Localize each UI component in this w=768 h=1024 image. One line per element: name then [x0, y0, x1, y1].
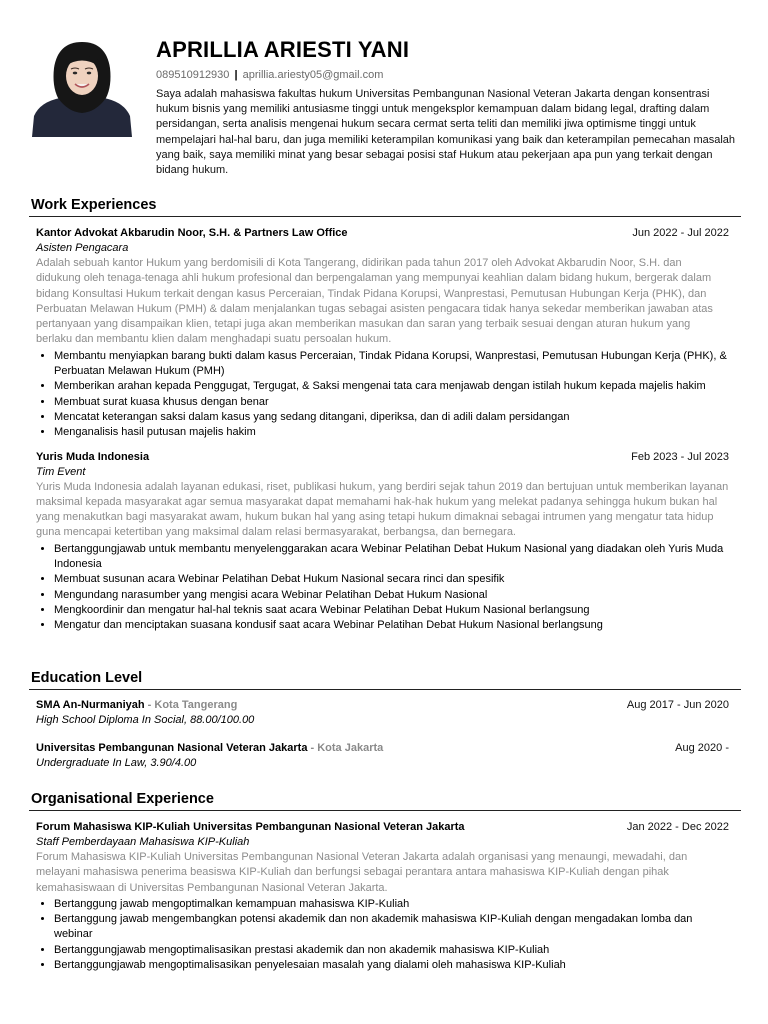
- entry-header: [36, 741, 729, 756]
- school-location: - Kota Tangerang: [144, 699, 238, 711]
- section-title: Organisational Experience: [31, 791, 214, 807]
- list-item: • Mencatat keterangan saksi dalam kasus yang sedang ditangani, diperiksa, dan di adili dalam persidangan: [54, 410, 729, 425]
- profile-summary: Saya adalah mahasiswa fakultas hukum Universitas Pembangunan Nasional Veteran Jakarta dengan konsentrasi hukum bisnis yang memiliki antusiasme tinggi untuk mengeksplor kemampuan dalam bidang legal, drafting dalam persidangan, serta analisis mengenai hukum secara cermat serta teliti dan memiliki jiwa optimisme tinggi untuk mempelajari hal-hal baru, dan juga memiliki keterampilan komunikasi yang baik dan keterampilan pemecahan masalah yang baik, saya memiliki minat yang besar sebagai posisi staf Hukum atau pekerjaan apa pun yang terkait dengan bidang hukum.: [156, 88, 736, 177]
- email-address[interactable]: aprillia.ariesty05@gmail.com: [242, 69, 384, 81]
- contact-separator: |: [234, 69, 238, 81]
- responsibility-list: [36, 542, 729, 634]
- section-divider: [29, 689, 741, 690]
- list-item: • Bertanggungjawab untuk membantu menyelenggarakan acara Webinar Pelatihan Debat Hukum Nasional yang diadakan oleh Yuris Muda Indonesia: [54, 542, 729, 573]
- entry-header: [36, 698, 729, 713]
- responsibility-list: [36, 897, 729, 973]
- list-item: • Bertanggungjawab mengoptimalisasikan prestasi akademik dan non akademik mahasiswa KIP-Kuliah: [54, 943, 729, 958]
- entry-description: Forum Mahasiswa KIP-Kuliah Universitas Pembangunan Nasional Veteran Jakarta adalah organisasi yang menaungi, mewadahi, dan melayani mahasiswa penerima beasiswa KIP-Kuliah dan berfungsi sebagai perantara antara mahasiswa KIP-Kuliah dengan pihak kemahasiswaan di Universitas Pembangunan Nasional Veteran Jakarta.: [36, 851, 688, 894]
- organisation-entry: [36, 820, 729, 973]
- list-item: • Membuat susunan acara Webinar Pelatihan Debat Hukum Nasional secara rinci dan spesifik: [54, 572, 729, 587]
- list-item: • Mengatur dan menciptakan suasana kondusif saat acara Webinar Pelatihan Debat Hukum Nasional berlangsung: [54, 618, 729, 633]
- organization-name: Forum Mahasiswa KIP-Kuliah Universitas Pembangunan Nasional Veteran Jakarta: [36, 821, 465, 833]
- position-role: Staff Pemberdayaan Mahasiswa KIP-Kuliah: [36, 836, 250, 848]
- organization-name: Yuris Muda Indonesia: [36, 450, 150, 463]
- date-range: Feb 2023 - Jul 2023: [631, 450, 729, 463]
- organization-name: Kantor Advokat Akbarudin Noor, S.H. & Partners Law Office: [36, 227, 348, 239]
- date-range: Jun 2022 - Jul 2022: [632, 227, 729, 239]
- list-item: • Menganalisis hasil putusan majelis hakim: [54, 425, 729, 440]
- degree: Undergraduate In Law, 3.90/4.00: [36, 757, 197, 769]
- responsibility-list: [36, 349, 729, 441]
- phone-number: 089510912930: [156, 69, 230, 81]
- profile-photo: [30, 38, 134, 137]
- education-entry: [36, 741, 729, 771]
- job-role: Asisten Pengacara: [36, 242, 129, 254]
- list-item: • Membantu menyiapkan barang bukti dalam kasus Perceraian, Tindak Pidana Korupsi, Wanprestasi, Pemutusan Hubungan Kerja (PHK), & Perbuatan Melawan Hukum (PMH): [54, 349, 729, 380]
- list-item: • Memberikan arahan kepada Penggugat, Tergugat, & Saksi mengenai tata cara menjawab dengan istilah hukum kepada majelis hakim: [54, 379, 729, 394]
- resume-header: [156, 37, 736, 178]
- degree: High School Diploma In Social, 88.00/100.00: [36, 714, 255, 726]
- list-item: • Bertanggungjawab mengoptimalisasikan penyelesaian masalah yang dialami oleh mahasiswa KIP-Kuliah: [54, 958, 729, 973]
- entry-header: [36, 226, 729, 241]
- organisation-section: [29, 790, 741, 973]
- work-entry: [36, 450, 729, 634]
- list-item: • Membuat surat kuasa khusus dengan benar: [54, 395, 729, 410]
- section-divider: [29, 216, 741, 217]
- list-item: • Bertanggung jawab mengoptimalkan kemampuan mahasiswa KIP-Kuliah: [54, 897, 729, 912]
- date-range: Aug 2020 -: [675, 742, 729, 754]
- contact-line: [156, 68, 736, 82]
- date-range: Aug 2017 - Jun 2020: [626, 699, 729, 711]
- list-item: • Bertanggung jawab mengembangkan potensi akademik dan non akademik mahasiswa KIP-Kuliah dengan mengadakan lomba dan webinar: [54, 912, 729, 943]
- list-item: • Mengundang narasumber yang mengisi acara Webinar Pelatihan Debat Hukum Nasional: [54, 588, 729, 603]
- entry-header: [36, 450, 729, 465]
- job-role: Tim Event: [36, 465, 86, 478]
- date-range: Jan 2022 - Dec 2022: [626, 821, 729, 833]
- school-location: - Kota Jakarta: [307, 742, 384, 754]
- entry-description: Yuris Muda Indonesia adalah layanan edukasi, riset, publikasi hukum, yang berdiri sejak tahun 2019 dan bertujuan untuk memberikan layanan maksimal kepada masyarakat agar semua masyarakat dapat memahami hak-hak hukum yang melekat padanya sehingga hukum bukan hal yang menakutkan bagi masyarakat awam, hukum bukan hal yang asing tetapi hukum dimaknai sebagai intrumen yang mengatur tata hidup guna mencapai ketertiban yang maksimal dalam relasi bermasyarakat, berbangsa, dan bernegara.: [36, 480, 729, 539]
- work-section: [29, 196, 741, 634]
- candidate-name: APRILLIA ARIESTI YANI: [156, 37, 410, 62]
- school-name: Universitas Pembangunan Nasional Veteran Jakarta: [36, 742, 308, 754]
- entry-header: [36, 820, 729, 835]
- work-entry: [36, 226, 729, 441]
- section-divider: [29, 810, 741, 811]
- school-name: SMA An-Nurmaniyah: [36, 699, 145, 711]
- entry-description: Adalah sebuah kantor Hukum yang berdomisili di Kota Tangerang, didirikan pada tahun 2017 oleh Advokat Akbarudin Noor, S.H. dan didukung oleh tenaga-tenaga ahli hukum profesional dan berpengalaman yang mempunyai keahlian dalam bidang hukum, bergerak dalam bidang Konsultasi Hukum terkait dengan kasus Perceraian, Tindak Pidana Korupsi, Wanprestasi, Pemutusan Hubungan Kerja (PHK), dan Perbuatan Melawan Hukum (PMH) & dalam menjalankan tugas sebagai asisten pengacara tidak hanya sekedar memberikan jawaban atas pertanyaan yang disampaikan klien, tetapi juga akan memberikan masukan dan saran yang terbaik sesuai dengan aturan hukum yang berlaku dan membantu klien dalam menghadapi suatu persoalan hukum.: [36, 257, 713, 346]
- list-item: • Mengkoordinir dan mengatur hal-hal teknis saat acara Webinar Pelatihan Debat Hukum Nasional berlangsung: [54, 603, 729, 618]
- section-title: Work Experiences: [31, 197, 157, 213]
- section-title: Education Level: [31, 670, 143, 686]
- education-entry: [36, 698, 729, 728]
- education-section: [29, 669, 741, 771]
